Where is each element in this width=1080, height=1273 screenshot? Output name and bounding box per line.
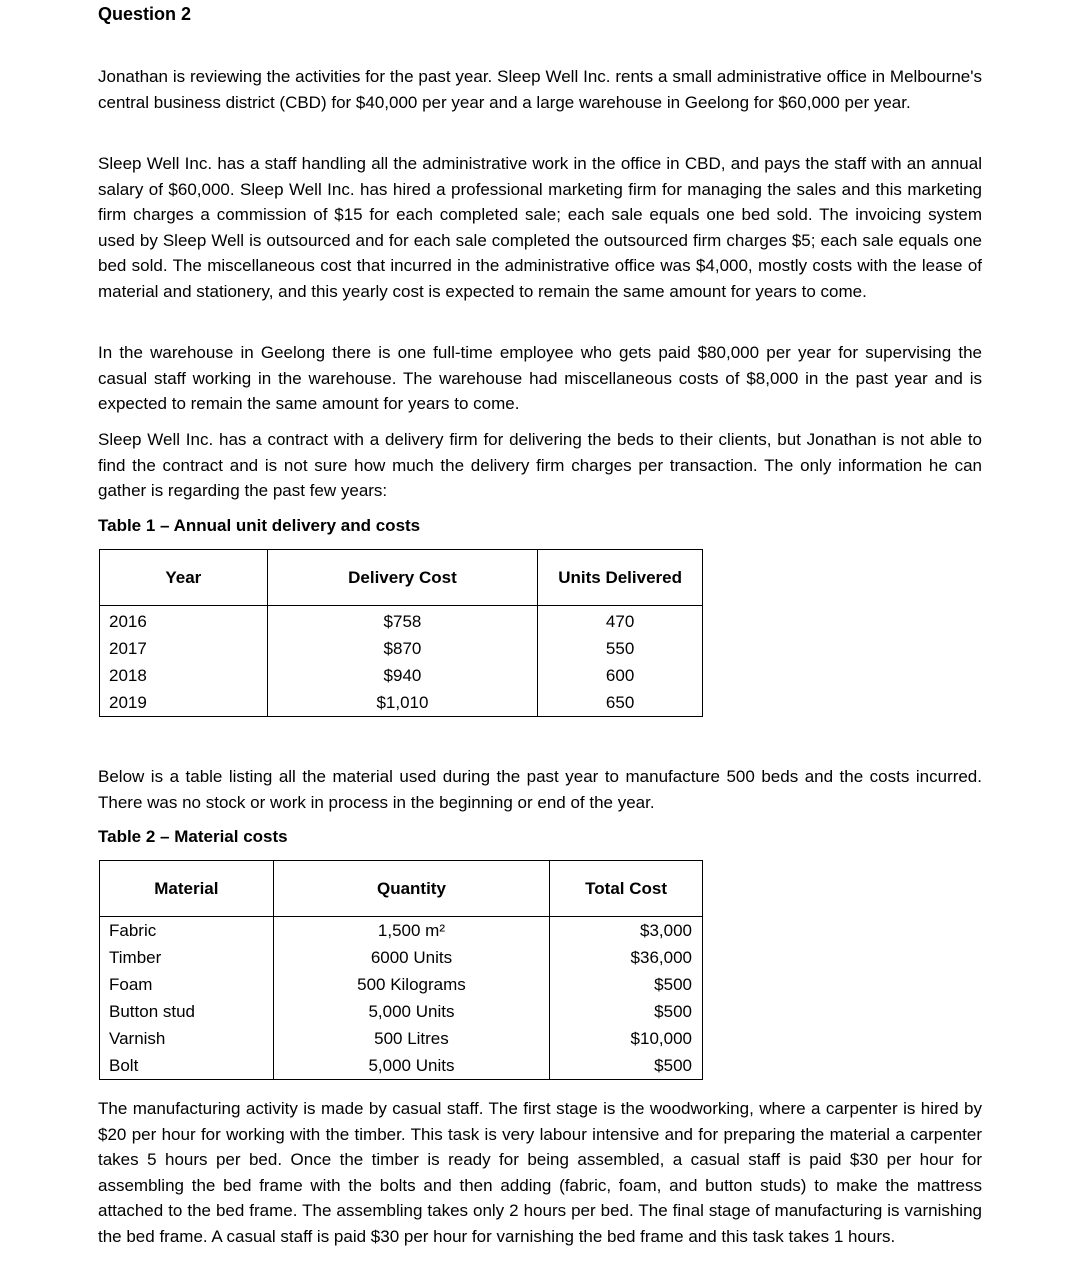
material-cell: Varnish	[100, 1025, 274, 1052]
quantity-cell: 5,000 Units	[273, 1052, 549, 1080]
column-header-material: Material	[100, 861, 274, 917]
delivery-cost-cell: $870	[267, 635, 538, 662]
total-cost-cell: $10,000	[550, 1025, 703, 1052]
table-header-row	[100, 550, 703, 606]
table-row	[100, 971, 703, 998]
material-cell: Fabric	[100, 917, 274, 945]
column-header-total-cost: Total Cost	[550, 861, 703, 917]
delivery-cost-cell: $940	[267, 662, 538, 689]
year-cell: 2019	[100, 689, 268, 717]
column-header-quantity: Quantity	[273, 861, 549, 917]
column-header-delivery-cost: Delivery Cost	[267, 550, 538, 606]
year-cell: 2017	[100, 635, 268, 662]
delivery-cost-table	[99, 549, 703, 717]
total-cost-cell: $36,000	[550, 944, 703, 971]
material-cell: Button stud	[100, 998, 274, 1025]
table1-caption: Table 1 – Annual unit delivery and costs	[98, 516, 421, 535]
units-delivered-cell: 550	[538, 635, 703, 662]
table-header-row	[100, 861, 703, 917]
quantity-cell: 500 Kilograms	[273, 971, 549, 998]
table-row	[100, 689, 703, 717]
material-cell: Bolt	[100, 1052, 274, 1080]
year-cell: 2018	[100, 662, 268, 689]
column-header-year: Year	[100, 550, 268, 606]
material-cell: Foam	[100, 971, 274, 998]
paragraph-delivery: Sleep Well Inc. has a contract with a delivery firm for delivering the beds to their clients, but Jonathan is not able to find the contract and is not sure how much the delivery firm charges per transaction. The only information he can gather is regarding the past few years:	[98, 430, 982, 500]
total-cost-cell: $500	[550, 1052, 703, 1080]
paragraph-manufacturing: The manufacturing activity is made by casual staff. The first stage is the woodworking, where a carpenter is hired by $20 per hour for working with the timber. This task is very labour intensive and for preparing the material a carpenter takes 5 hours per bed. Once the timber is ready for being assembled, a casual staff is paid $30 per hour for assembling the bed frame with the bolts and then adding (fabric, foam, and button studs) to make the mattress attached to the bed frame. The assembling takes only 2 hours per bed. The final stage of manufacturing is varnishing the bed frame. A casual staff is paid $30 per hour for varnishing the bed frame and this task takes 1 hours.	[98, 1099, 982, 1246]
column-header-units-delivered: Units Delivered	[538, 550, 703, 606]
table2-caption: Table 2 – Material costs	[98, 827, 288, 846]
material-cell: Timber	[100, 944, 274, 971]
delivery-cost-cell: $758	[267, 606, 538, 636]
table-row	[100, 917, 703, 945]
table-row	[100, 662, 703, 689]
paragraph-warehouse: In the warehouse in Geelong there is one full-time employee who gets paid $80,000 per year for supervising the casual staff working in the warehouse. The warehouse had miscellaneous costs of $8,000 in the past year and is expected to remain the same amount for years to come.	[98, 343, 982, 413]
quantity-cell: 5,000 Units	[273, 998, 549, 1025]
table-row	[100, 1052, 703, 1080]
total-cost-cell: $500	[550, 998, 703, 1025]
quantity-cell: 500 Litres	[273, 1025, 549, 1052]
material-cost-table	[99, 860, 703, 1080]
table-row	[100, 606, 703, 636]
table-row	[100, 998, 703, 1025]
table-row	[100, 944, 703, 971]
units-delivered-cell: 600	[538, 662, 703, 689]
quantity-cell: 6000 Units	[273, 944, 549, 971]
total-cost-cell: $500	[550, 971, 703, 998]
delivery-cost-cell: $1,010	[267, 689, 538, 717]
total-cost-cell: $3,000	[550, 917, 703, 945]
table-row	[100, 1025, 703, 1052]
units-delivered-cell: 470	[538, 606, 703, 636]
paragraph-materials-intro: Below is a table listing all the material used during the past year to manufacture 500 beds and the costs incurred. There was no stock or work in process in the beginning or end of the year.	[98, 767, 982, 812]
question-heading: Question 2	[98, 4, 192, 24]
paragraph-admin-costs: Sleep Well Inc. has a staff handling all the administrative work in the office in CBD, and pays the staff with an annual salary of $60,000. Sleep Well Inc. has hired a professional marketing firm for managing the sales and this marketing firm charges a commission of $15 for each completed sale; each sale equals one bed sold. The invoicing system used by Sleep Well is outsourced and for each sale completed the outsourced firm charges $5; each sale equals one bed sold. The miscellaneous cost that incurred in the administrative office was $4,000, mostly costs with the lease of material and stationery, and this yearly cost is expected to remain the same amount for years to come.	[98, 154, 982, 301]
table-row	[100, 635, 703, 662]
units-delivered-cell: 650	[538, 689, 703, 717]
quantity-cell: 1,500 m²	[273, 917, 549, 945]
paragraph-rent: Jonathan is reviewing the activities for the past year. Sleep Well Inc. rents a small administrative office in Melbourne's central business district (CBD) for $40,000 per year and a large warehouse in Geelong for $60,000 per year.	[98, 67, 982, 112]
year-cell: 2016	[100, 606, 268, 636]
